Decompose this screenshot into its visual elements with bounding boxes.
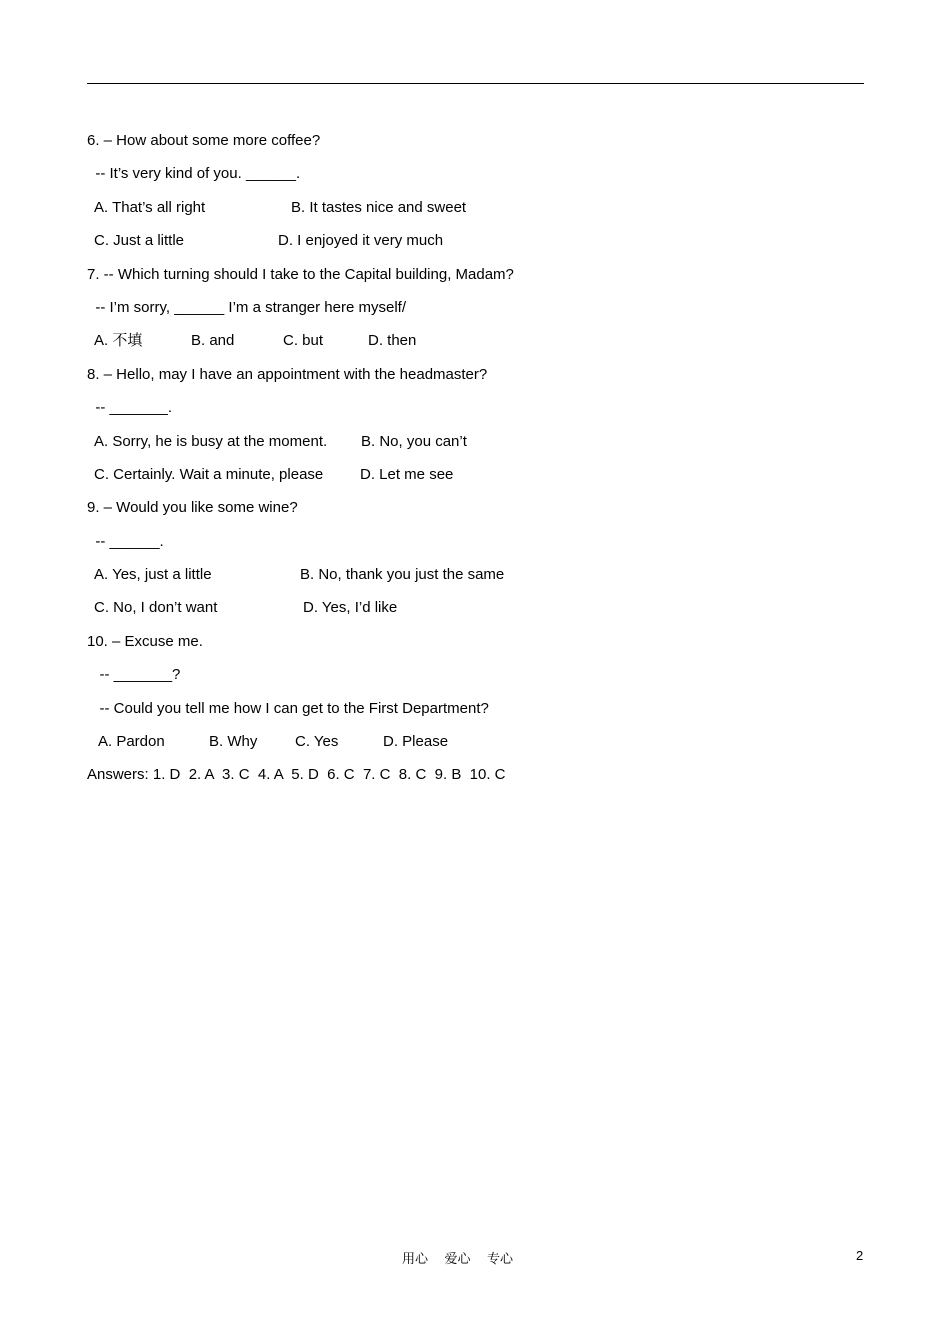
question-6-option-c: C. Just a little [94, 232, 185, 250]
question-9-option-a: A. Yes, just a little [94, 566, 212, 584]
question-9-reply: -- ______. [87, 532, 164, 550]
document-body [87, 124, 867, 792]
question-7-option-d: D. then [368, 332, 417, 350]
question-6-option-a: A. That’s all right [94, 198, 206, 216]
question-10-option-c: C. Yes [295, 733, 339, 751]
question-8-option-b: B. No, you can’t [361, 432, 467, 450]
question-10-reply-2: -- Could you tell me how I can get to the First Department? [87, 699, 489, 717]
question-9-options-row-1 [87, 558, 867, 591]
question-8-options-row-1 [87, 425, 867, 458]
question-6-option-b: B. It tastes nice and sweet [291, 198, 467, 216]
footer-motto: 用心 爱心 专心 [402, 1252, 514, 1267]
question-10-reply: -- _______? [87, 666, 181, 684]
question-10-option-a: A. Pardon [98, 733, 165, 751]
question-8-option-a: A. Sorry, he is busy at the moment. [94, 432, 328, 450]
question-10-options-row-1 [87, 725, 867, 758]
question-10-option-d: D. Please [383, 733, 449, 751]
header-rule [87, 83, 864, 84]
question-9-option-c: C. No, I don’t want [94, 599, 218, 617]
question-6-options-row-2 [87, 224, 867, 257]
question-7-option-b: B. and [191, 332, 235, 350]
question-6-stem: 6. – How about some more coffee? [87, 132, 321, 149]
question-7-option-a: A. 不填 [94, 332, 143, 350]
question-10-option-b: B. Why [209, 733, 258, 751]
question-9-options-row-2 [87, 591, 867, 624]
question-10-stem: 10. – Excuse me. [87, 632, 203, 650]
question-6-reply: -- It’s very kind of you. ______. [87, 165, 301, 183]
question-9-stem: 9. – Would you like some wine? [87, 499, 298, 517]
answer-key: Answers: 1. D 2. A 3. C 4. A 5. D 6. C 7. C 8. C 9. B 10. C [87, 766, 506, 784]
question-8-option-d: D. Let me see [360, 465, 454, 483]
question-8-options-row-2 [87, 458, 867, 491]
question-8-reply: -- _______. [87, 399, 173, 417]
question-7-stem: 7. -- Which turning should I take to the Capital building, Madam? [87, 265, 514, 283]
question-8-option-c: C. Certainly. Wait a minute, please [94, 465, 324, 483]
question-8-stem: 8. – Hello, may I have an appointment with the headmaster? [87, 365, 488, 383]
question-6-options-row-1 [87, 191, 867, 224]
question-9-option-d: D. Yes, I’d like [303, 599, 398, 617]
page-number: 2 [856, 1248, 864, 1263]
question-7-option-c: C. but [283, 332, 324, 350]
question-6-option-d: D. I enjoyed it very much [278, 232, 444, 250]
question-7-reply: -- I’m sorry, ______ I’m a stranger here myself/ [87, 298, 406, 316]
question-9-option-b: B. No, thank you just the same [300, 566, 505, 584]
question-7-options-row-1 [87, 324, 867, 357]
